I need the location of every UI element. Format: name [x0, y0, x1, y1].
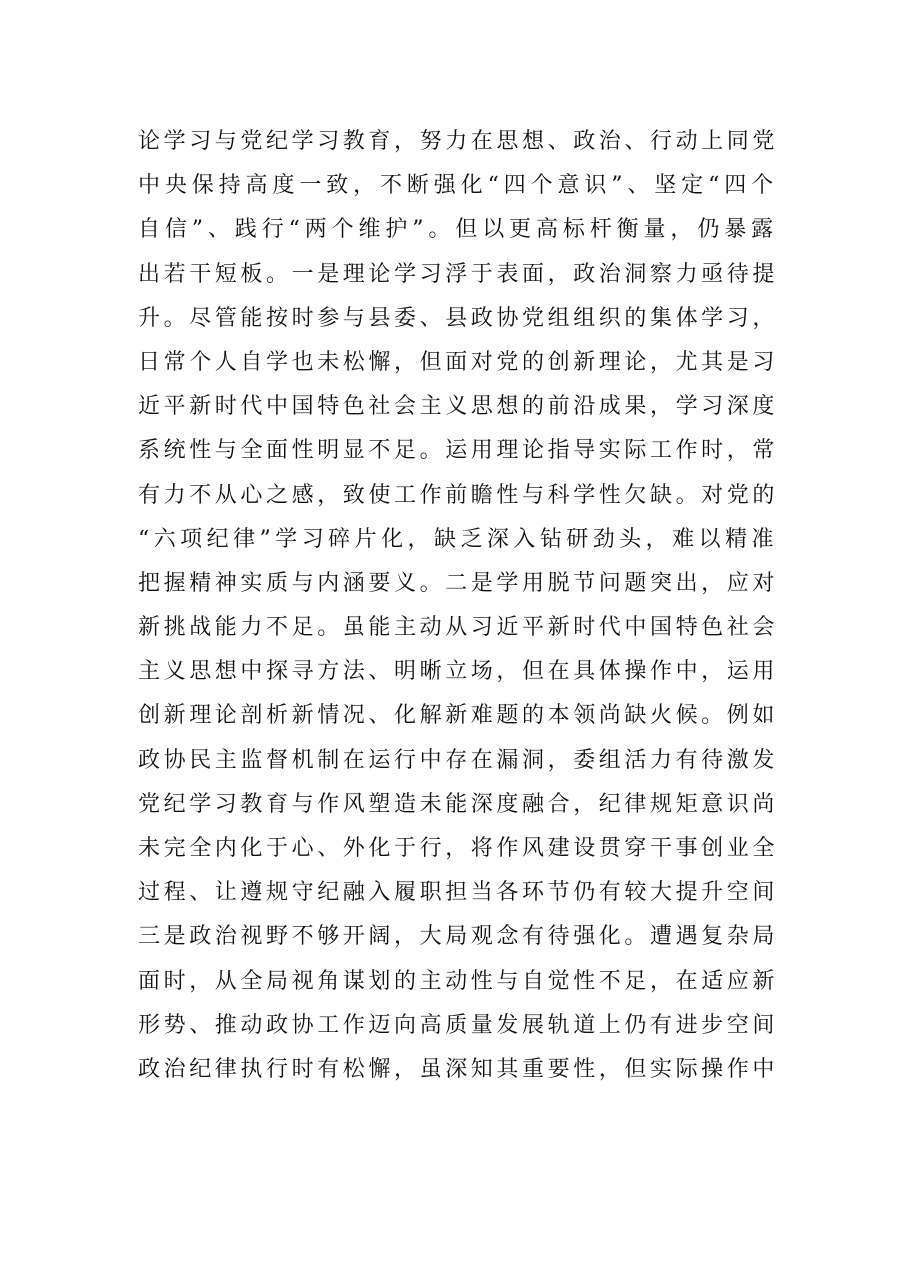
text-line: 日常个人自学也未松懈，但面对党的创新理论，尤其是习 [138, 349, 778, 375]
text-line: 中央保持高度一致，不断强化“四个意识”、坚定“四个 [138, 173, 778, 199]
text-line: 过程、让遵规守纪融入履职担当各环节仍有较大提升空间 [138, 880, 778, 906]
text-line: 创新理论剖析新情况、化解新难题的本领尚缺火候。例如 [138, 703, 778, 729]
text-line: 近平新时代中国特色社会主义思想的前沿成果，学习深度 [138, 394, 778, 420]
text-line: “六项纪律”学习碎片化，缺乏深入钻研劲头，难以精准 [138, 526, 778, 552]
text-line: 未完全内化于心、外化于行，将作风建设贯穿干事创业全 [138, 836, 778, 861]
text-line: 政协民主监督机制在运行中存在漏洞，委组活力有待激发 [138, 747, 778, 773]
text-line: 系统性与全面性明显不足。运用理论指导实际工作时，常 [138, 438, 778, 464]
text-line: 论学习与党纪学习教育，努力在思想、政治、行动上同党 [138, 129, 778, 154]
text-line: 主义思想中探寻方法、明晰立场，但在具体操作中，运用 [138, 659, 778, 685]
text-line: 党纪学习教育与作风塑造未能深度融合，纪律规矩意识尚 [138, 791, 778, 817]
body-text [138, 120, 778, 1092]
text-line: 把握精神实质与内涵要义。二是学用脱节问题突出，应对 [138, 570, 778, 596]
text-line: 有力不从心之感，致使工作前瞻性与科学性欠缺。对党的 [138, 482, 778, 508]
text-line: 形势、推动政协工作迈向高质量发展轨道上仍有进步空间 [138, 1012, 778, 1038]
text-line: 面时，从全局视角谋划的主动性与自觉性不足，在适应新 [138, 968, 778, 994]
text-line: 出若干短板。一是理论学习浮于表面，政治洞察力亟待提 [138, 261, 778, 287]
text-line: 政治纪律执行时有松懈，虽深知其重要性，但实际操作中 [138, 1056, 778, 1082]
text-line: 新挑战能力不足。虽能主动从习近平新时代中国特色社会 [138, 615, 778, 641]
text-line: 自信”、践行“两个维护”。但以更高标杆衡量，仍暴露 [138, 217, 778, 243]
text-line: 三是政治视野不够开阔，大局观念有待强化。遭遇复杂局 [138, 924, 778, 950]
text-line: 升。尽管能按时参与县委、县政协党组组织的集体学习， [138, 305, 778, 331]
